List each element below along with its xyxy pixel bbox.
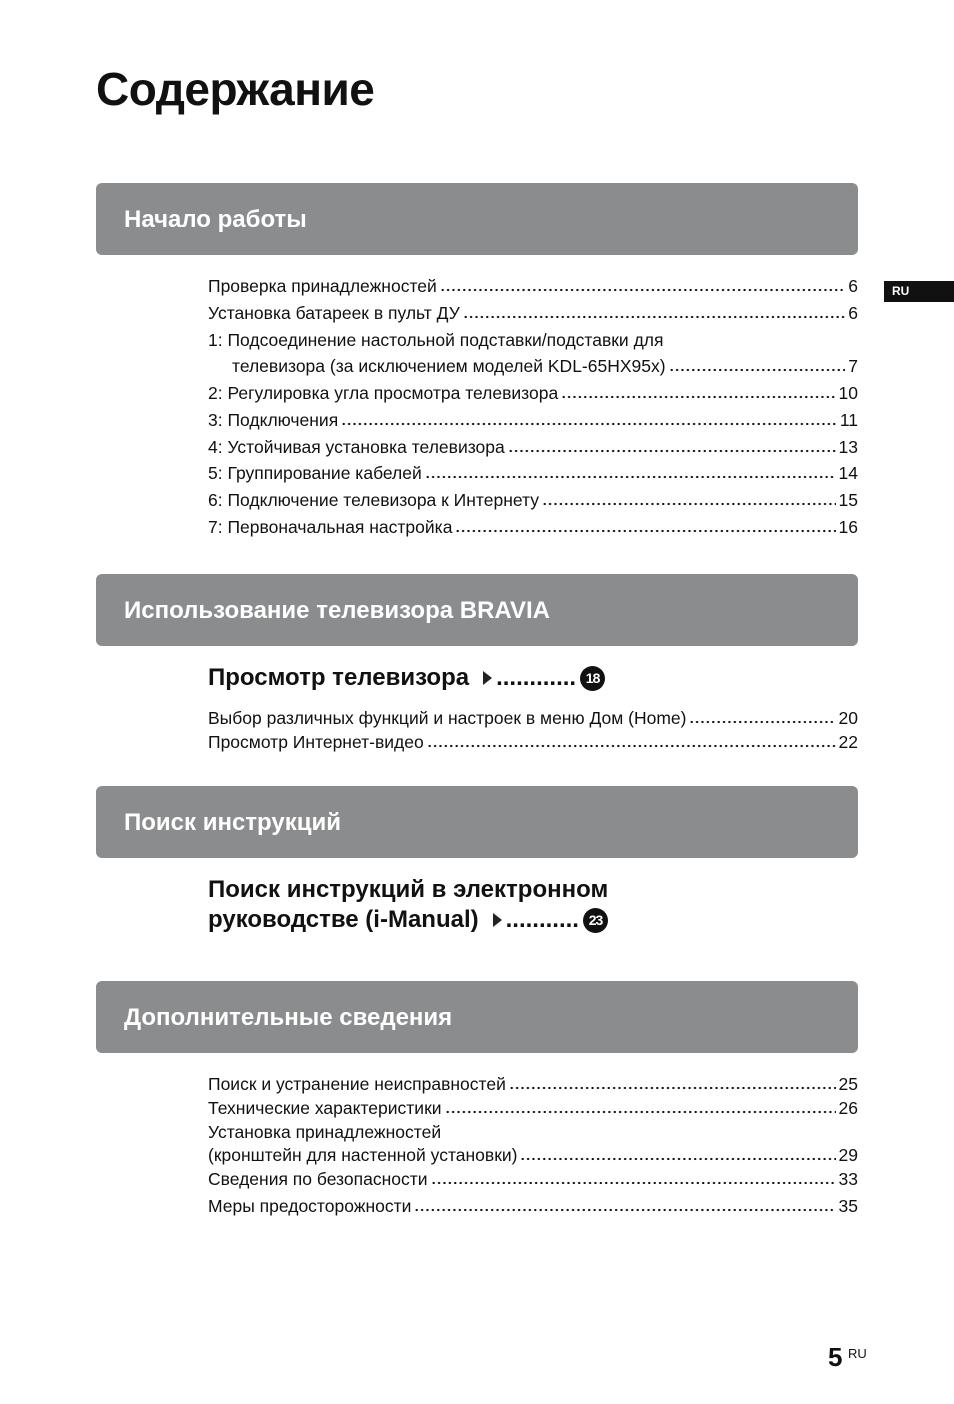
dot-leader [427, 744, 836, 748]
dot-leader [414, 1208, 835, 1212]
toc-heading-i-manual-line1[interactable] [208, 876, 608, 904]
page-number: 14 [838, 463, 858, 483]
entry-text: 7: Первоначальная настройка [208, 517, 453, 537]
page-number: 29 [838, 1145, 858, 1165]
section-header-find-instructions [96, 786, 858, 858]
language-tab: RU [884, 281, 954, 302]
section-header-getting-started [96, 183, 858, 255]
entry-text: Просмотр Интернет-видео [208, 732, 424, 752]
circled-page-number: 23 [583, 908, 608, 933]
page-number: 33 [838, 1169, 858, 1189]
dot-leader [425, 475, 836, 479]
dot-leader [689, 720, 835, 724]
heading-text: руководстве (i-Manual) [208, 906, 479, 933]
toc-entry[interactable] [208, 436, 858, 458]
entry-text: телевизора (за исключением моделей KDL-65HX95x) [232, 356, 666, 376]
toc-entry[interactable] [208, 516, 858, 538]
page-number: 11 [839, 410, 858, 430]
triangle-right-icon [483, 671, 492, 685]
toc-heading-i-manual-line2[interactable] [208, 906, 608, 934]
entry-text: Технические характеристики [208, 1098, 442, 1118]
entry-text: 4: Устойчивая установка телевизора [208, 437, 505, 457]
dot-leader [561, 395, 835, 399]
toc-entry[interactable] [208, 1195, 858, 1217]
entry-text: Проверка принадлежностей [208, 276, 437, 296]
dot-leader [669, 368, 846, 372]
toc-entry[interactable] [208, 1121, 858, 1143]
heading-text: Просмотр телевизора [208, 664, 470, 691]
page-number-footer: 5 [828, 1342, 843, 1372]
page-number: 6 [848, 276, 858, 296]
toc-entry[interactable] [208, 1097, 858, 1119]
entry-text: (кронштейн для настенной установки) [208, 1145, 518, 1165]
dot-leader [542, 502, 836, 506]
page-number: 16 [838, 517, 858, 537]
section-title: Дополнительные сведения [124, 1004, 453, 1031]
heading-text: Поиск инструкций в электронном [208, 876, 609, 903]
toc-entry[interactable] [208, 1073, 858, 1095]
circled-page-number: 18 [580, 666, 605, 691]
toc-entry[interactable] [208, 707, 858, 729]
page-number: 35 [838, 1196, 858, 1216]
toc-entry-continued[interactable] [232, 355, 858, 377]
page-language-footer: RU [848, 1346, 867, 1361]
dot-leader [520, 1157, 835, 1161]
toc-entry[interactable] [208, 409, 858, 431]
dot-leader: ............ [496, 664, 577, 691]
toc-entry[interactable] [208, 731, 858, 753]
page-number: 7 [848, 356, 858, 376]
dot-leader [455, 529, 835, 533]
entry-text: Поиск и устранение неисправностей [208, 1074, 506, 1094]
entry-text: 3: Подключения [208, 410, 339, 430]
toc-entry-continued[interactable] [208, 1144, 858, 1166]
section-title: Использование телевизора BRAVIA [124, 597, 550, 624]
section-title: Начало работы [124, 206, 307, 233]
page-number: 15 [838, 490, 858, 510]
dot-leader [431, 1181, 836, 1185]
toc-entry[interactable] [208, 382, 858, 404]
toc-heading-watching-tv[interactable] [208, 664, 605, 692]
page-number: 26 [838, 1098, 858, 1118]
page-number: 22 [838, 732, 858, 752]
entry-text: 5: Группирование кабелей [208, 463, 422, 483]
section-header-using-tv [96, 574, 858, 646]
triangle-right-icon [493, 913, 502, 927]
toc-entry[interactable] [208, 489, 858, 511]
dot-leader [445, 1110, 836, 1114]
toc-entry[interactable] [208, 302, 858, 324]
entry-text: 1: Подсоединение настольной подставки/подставки для [208, 330, 664, 350]
page-number: 20 [838, 708, 858, 728]
page-number: 25 [838, 1074, 858, 1094]
page-number: 10 [838, 383, 858, 403]
entry-text: Меры предосторожности [208, 1196, 412, 1216]
section-header-additional-info [96, 981, 858, 1053]
entry-text: Выбор различных функций и настроек в меню Дом (Home) [208, 708, 687, 728]
entry-text: Сведения по безопасности [208, 1169, 428, 1189]
entry-text: Установка принадлежностей [208, 1122, 442, 1142]
section-title: Поиск инструкций [124, 809, 342, 836]
toc-entry[interactable] [208, 329, 858, 351]
entry-text: 2: Регулировка угла просмотра телевизора [208, 383, 559, 403]
entry-text: 6: Подключение телевизора к Интернету [208, 490, 539, 510]
entry-text: Установка батареек в пульт ДУ [208, 303, 460, 323]
dot-leader: ........... [505, 906, 579, 933]
toc-entry[interactable] [208, 462, 858, 484]
page-number: 13 [838, 437, 858, 457]
dot-leader [341, 422, 837, 426]
toc-entry[interactable] [208, 1168, 858, 1190]
page-number: 6 [848, 303, 858, 323]
dot-leader [509, 1086, 836, 1090]
page-title: Содержание [96, 63, 375, 115]
dot-leader [508, 449, 836, 453]
dot-leader [463, 315, 845, 319]
toc-entry[interactable] [208, 275, 858, 297]
dot-leader [440, 288, 846, 292]
